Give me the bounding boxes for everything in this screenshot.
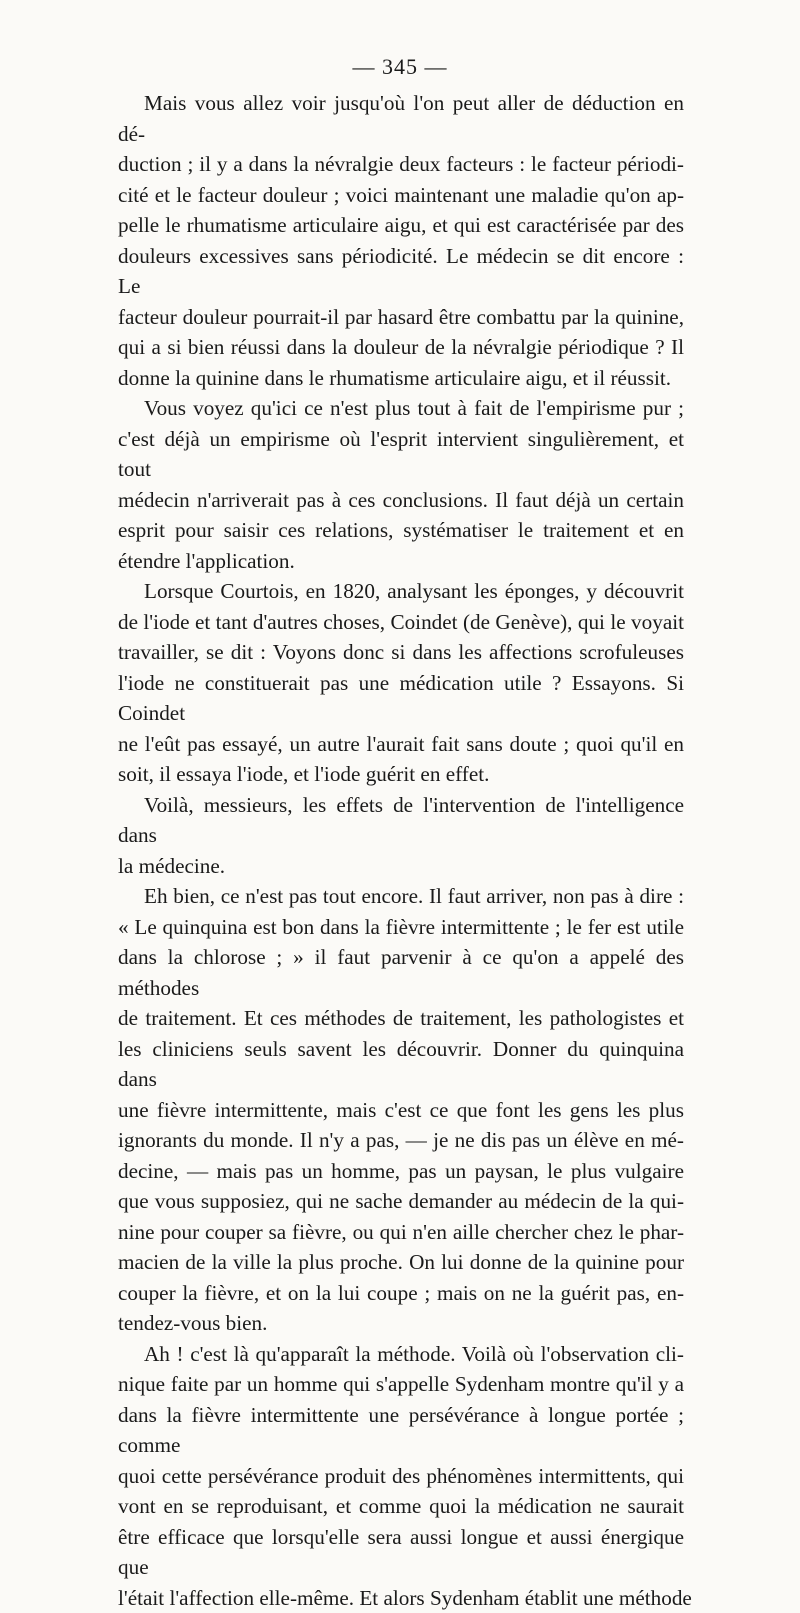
text-line: « Le quinquina est bon dans la fièvre intermittente ; le fer est utile <box>118 912 684 943</box>
text-line: ignorants du monde. Il n'y a pas, — je ne dis pas un élève en mé- <box>118 1125 684 1156</box>
text-line: quoi cette persévérance produit des phénomènes intermittents, qui <box>118 1461 684 1492</box>
text-line: couper la fièvre, et on la lui coupe ; mais on ne la guérit pas, en- <box>118 1278 684 1309</box>
text-line: de l'iode et tant d'autres choses, Coindet (de Genève), qui le voyait <box>118 607 684 638</box>
text-line: l'était l'affection elle-même. Et alors Sydenham établit une méthode <box>118 1583 684 1613</box>
text-line: esprit pour saisir ces relations, systématiser le traitement et en <box>118 515 684 546</box>
text-line: étendre l'application. <box>118 546 684 577</box>
text-line: pelle le rhumatisme articulaire aigu, et qui est caractérisée par des <box>118 210 684 241</box>
text-line: c'est déjà un empirisme où l'esprit intervient singulièrement, et tout <box>118 424 684 485</box>
text-line: que vous supposiez, qui ne sache demander au médecin de la qui- <box>118 1186 684 1217</box>
text-line: tendez-vous bien. <box>118 1308 684 1339</box>
text-line: duction ; il y a dans la névralgie deux facteurs : le facteur périodi- <box>118 149 684 180</box>
text-line: Ah ! c'est là qu'apparaît la méthode. Voilà où l'observation cli- <box>118 1339 684 1370</box>
text-line: médecin n'arriverait pas à ces conclusions. Il faut déjà un certain <box>118 485 684 516</box>
text-line: nique faite par un homme qui s'appelle Sydenham montre qu'il y a <box>118 1369 684 1400</box>
text-line: ne l'eût pas essayé, un autre l'aurait fait sans doute ; quoi qu'il en <box>118 729 684 760</box>
text-line: facteur douleur pourrait-il par hasard être combattu par la quinine, <box>118 302 684 333</box>
text-line: nine pour couper sa fièvre, ou qui n'en aille chercher chez le phar- <box>118 1217 684 1248</box>
text-line: l'iode ne constituerait pas une médication utile ? Essayons. Si Coindet <box>118 668 684 729</box>
text-line: travailler, se dit : Voyons donc si dans les affections scrofuleuses <box>118 637 684 668</box>
text-line: les cliniciens seuls savent les découvrir. Donner du quinquina dans <box>118 1034 684 1095</box>
paragraph <box>118 576 684 790</box>
paragraph <box>118 881 684 1339</box>
text-line: Lorsque Courtois, en 1820, analysant les éponges, y découvrit <box>118 576 684 607</box>
text-line: donne la quinine dans le rhumatisme articulaire aigu, et il réussit. <box>118 363 684 394</box>
text-line: Eh bien, ce n'est pas tout encore. Il faut arriver, non pas à dire : <box>118 881 684 912</box>
text-line: Vous voyez qu'ici ce n'est plus tout à fait de l'empirisme pur ; <box>118 393 684 424</box>
paragraph <box>118 393 684 576</box>
paragraph <box>118 790 684 882</box>
text-line: macien de la ville la plus proche. On lui donne de la quinine pour <box>118 1247 684 1278</box>
text-line: soit, il essaya l'iode, et l'iode guérit en effet. <box>118 759 684 790</box>
paragraph <box>118 88 684 393</box>
body-text <box>118 88 684 1613</box>
text-line: douleurs excessives sans périodicité. Le médecin se dit encore : Le <box>118 241 684 302</box>
text-line: vont en se reproduisant, et comme quoi la médication ne saurait <box>118 1491 684 1522</box>
text-line: une fièvre intermittente, mais c'est ce que font les gens les plus <box>118 1095 684 1126</box>
page-number: — 345 — <box>0 54 800 80</box>
text-line: être efficace que lorsqu'elle sera aussi longue et aussi énergique que <box>118 1522 684 1583</box>
text-line: la médecine. <box>118 851 684 882</box>
paragraph <box>118 1339 684 1613</box>
text-line: dans la chlorose ; » il faut parvenir à ce qu'on a appelé des méthodes <box>118 942 684 1003</box>
text-line: de traitement. Et ces méthodes de traitement, les pathologistes et <box>118 1003 684 1034</box>
text-line: Voilà, messieurs, les effets de l'intervention de l'intelligence dans <box>118 790 684 851</box>
text-line: Mais vous allez voir jusqu'où l'on peut aller de déduction en dé- <box>118 88 684 149</box>
text-line: qui a si bien réussi dans la douleur de la névralgie périodique ? Il <box>118 332 684 363</box>
text-line: dans la fièvre intermittente une persévérance à longue portée ; comme <box>118 1400 684 1461</box>
text-line: decine, — mais pas un homme, pas un paysan, le plus vulgaire <box>118 1156 684 1187</box>
text-line: cité et le facteur douleur ; voici maintenant une maladie qu'on ap- <box>118 180 684 211</box>
